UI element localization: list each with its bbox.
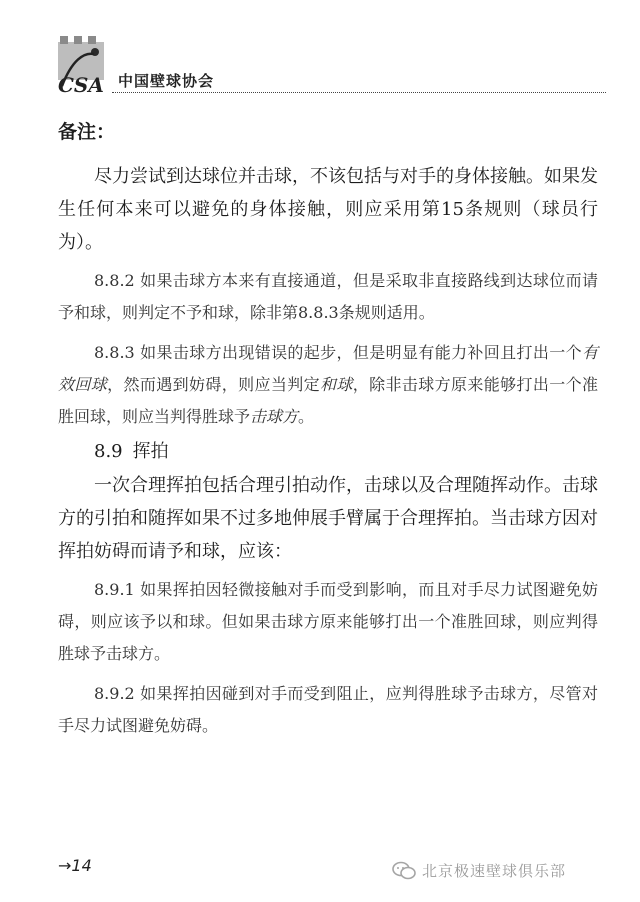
section-8-9-heading [58, 435, 598, 469]
wechat-icon [392, 861, 416, 881]
paragraph-intro: 尽力尝试到达球位并击球，不该包括与对手的身体接触。如果发生任何本来可以避免的身体接触，则应采用第15条规则（球员行为）。 [58, 166, 598, 253]
rule-8-9-2: 8.9.2 如果挥拍因碰到对手而受到阻止，应判得胜球予击球方，尽管对手尽力试图避免妨碍。 [58, 684, 598, 735]
rule-8-8-2: 8.8.2 如果击球方本来有直接通道，但是采取非直接路线到达球位而请予和球，则判定不予和球，除非第8.8.3条规则适用。 [58, 271, 598, 322]
rule-8-8-3-text-d: 。 [298, 407, 315, 426]
header-divider [112, 92, 606, 93]
document-body [58, 118, 598, 742]
wechat-watermark [392, 860, 566, 881]
rule-8-8-3-italic-let: 和球 [319, 375, 353, 394]
rule-8-8-3-text-a: 8.8.3 如果击球方出现错误的起步，但是明显有能力补回且打出一个 [94, 343, 582, 362]
section-number: 8.9 [94, 441, 123, 462]
rule-8-8-3-text-c: ，除非击球方原来能够打出一个准胜回球，则应当判得胜球予 [58, 375, 598, 426]
csa-logo-icon [54, 36, 110, 96]
page-header [0, 0, 640, 100]
watermark-text: 北京极速壁球俱乐部 [422, 862, 567, 880]
section-title: 挥拍 [132, 441, 169, 462]
rule-8-9-1: 8.9.1 如果挥拍因轻微接触对手而受到影响，而且对手尽力试图避免妨碍，则应该予以和球。但如果击球方原来能够打出一个准胜回球，则应判得胜球予击球方。 [58, 580, 598, 663]
rule-8-8-3 [58, 337, 598, 433]
page-number: →14 [58, 856, 92, 875]
logo-text: CSA [58, 73, 104, 96]
rule-8-8-3-italic-valid-return: 有效回球 [58, 343, 598, 394]
paragraph-swing: 一次合理挥拍包括合理引拍动作，击球以及合理随挥动作。击球方的引拍和随挥如果不过多地伸展手臂属于合理挥拍。当击球方因对挥拍妨碍而请予和球，应该： [58, 475, 598, 562]
org-name: 中国壁球协会 [118, 72, 215, 90]
note-title: 备注： [58, 121, 116, 143]
rule-8-8-3-text-b: ，然而遇到妨碍，则应当判定 [107, 375, 320, 394]
rule-8-8-3-italic-striker: 击球方 [250, 407, 299, 426]
